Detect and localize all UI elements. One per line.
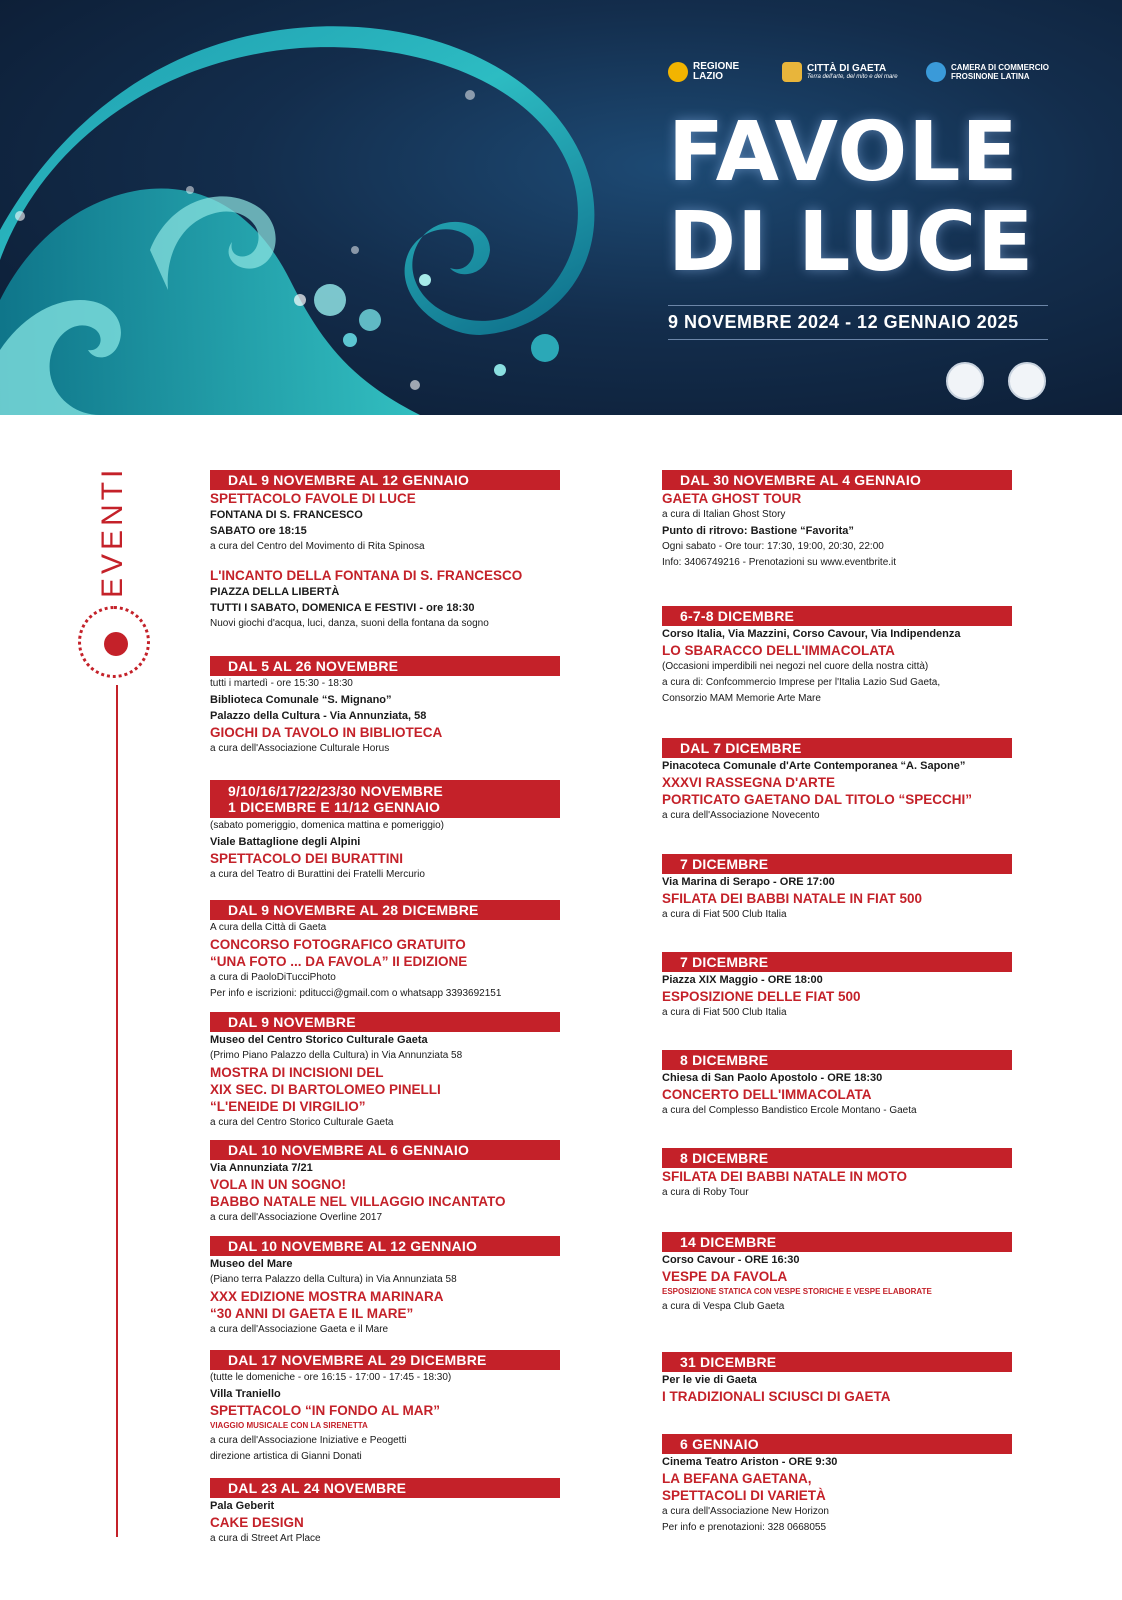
event-date-bar: DAL 30 NOVEMBRE AL 4 GENNAIO [662,470,1012,490]
event-location: Museo del Mare [210,1258,293,1270]
event-title: GAETA GHOST TOUR [662,491,802,506]
event-title: SFILATA DEI BABBI NATALE IN MOTO [662,1169,907,1184]
event-block [662,470,1012,571]
event-note: a cura del Centro Storico Culturale Gaeta [210,1117,394,1128]
event-block [210,1012,560,1131]
event-note: a cura di Fiat 500 Club Italia [662,1007,787,1018]
event-location: Biblioteca Comunale “S. Mignano” [210,694,392,706]
event-note: Consorzio MAM Memorie Arte Mare [662,693,821,704]
event-note: a cura di Italian Ghost Story [662,509,786,520]
event-location: Pala Geberit [210,1500,275,1512]
event-date-bar: 8 DICEMBRE [662,1050,1012,1070]
event-title: XXX EDIZIONE MOSTRA MARINARA [210,1289,444,1304]
event-date-bar: 14 DICEMBRE [662,1232,1012,1252]
event-location: Via Annunziata 7/21 [210,1162,313,1174]
wave-illustration-icon [0,0,700,415]
event-location: TUTTI I SABATO, DOMENICA E FESTIVI - ore 18:30 [210,602,475,614]
event-note: Per info e prenotazioni: 328 0668055 [662,1522,827,1533]
event-subtitle: VIAGGIO MUSICALE CON LA SIRENETTA [210,1421,368,1430]
event-title: “L'ENEIDE DI VIRGILIO” [210,1099,366,1114]
event-title: XIX SEC. DI BARTOLOMEO PINELLI [210,1082,441,1097]
event-date-bar: 31 DICEMBRE [662,1352,1012,1372]
event-date-bar: DAL 10 NOVEMBRE AL 12 GENNAIO [210,1236,560,1256]
event-note: (Occasioni imperdibili nei negozi nel cuore della nostra città) [662,661,929,672]
event-block [210,1478,560,1547]
event-location: Chiesa di San Paolo Apostolo - ORE 18:30 [662,1072,883,1084]
event-note: Info: 3406749216 - Prenotazioni su www.eventbrite.it [662,557,897,568]
event-title: ESPOSIZIONE DELLE FIAT 500 [662,989,861,1004]
event-note: a cura di Fiat 500 Club Italia [662,909,787,920]
event-title: SPETTACOLO “IN FONDO AL MAR” [210,1403,440,1418]
event-title: SPETTACOLI DI VARIETÀ [662,1488,826,1503]
event-location: Corso Cavour - ORE 16:30 [662,1254,800,1266]
event-block [210,900,560,1002]
event-date-bar: DAL 9 NOVEMBRE AL 28 DICEMBRE [210,900,560,920]
event-location: PIAZZA DELLA LIBERTÀ [210,586,340,598]
event-block [210,780,560,883]
event-note: tutti i martedì - ore 15:30 - 18:30 [210,678,353,689]
event-block [662,1050,1012,1119]
event-location: FONTANA DI S. FRANCESCO [210,509,363,521]
event-note: (sabato pomeriggio, domenica mattina e pomeriggio) [210,820,445,831]
event-note: a cura dell'Associazione Novecento [662,810,820,821]
event-title: “30 ANNI DI GAETA E IL MARE” [210,1306,414,1321]
event-date-bar: DAL 7 DICEMBRE [662,738,1012,758]
event-title: PORTICATO GAETANO DAL TITOLO “SPECCHI” [662,792,973,807]
event-block [662,1148,1012,1201]
event-title: BABBO NATALE NEL VILLAGGIO INCANTATO [210,1194,506,1209]
association-seal-icon [1008,362,1046,400]
event-date-bar: DAL 23 AL 24 NOVEMBRE [210,1478,560,1498]
event-title: MOSTRA DI INCISIONI DEL [210,1065,384,1080]
event-title: “UNA FOTO ... DA FAVOLA” II EDIZIONE [210,954,468,969]
event-block [662,1352,1012,1405]
event-location: Via Marina di Serapo - ORE 17:00 [662,876,835,888]
event-note: a cura dell'Associazione Overline 2017 [210,1212,383,1223]
event-title: SPETTACOLO DEI BURATTINI [210,851,403,866]
event-note: a cura di: Confcommercio Imprese per l'Italia Lazio Sud Gaeta, [662,677,941,688]
event-period: 9 NOVEMBRE 2024 - 12 GENNAIO 2025 [668,305,1048,340]
event-note: a cura del Centro del Movimento di Rita Spinosa [210,541,425,552]
event-note: (tutte le domeniche - ore 16:15 - 17:00 - 17:45 - 18:30) [210,1372,452,1383]
event-subtitle: ESPOSIZIONE STATICA CON VESPE STORICHE E VESPE ELABORATE [662,1287,932,1296]
event-note: a cura dell'Associazione Gaeta e il Mare [210,1324,389,1335]
camera-di-commercio-logo-icon [926,62,946,82]
event-note: a cura del Complesso Bandistico Ercole Montano - Gaeta [662,1105,917,1116]
event-date-bar: 6-7-8 DICEMBRE [662,606,1012,626]
event-note: Ogni sabato - Ore tour: 17:30, 19:00, 20:30, 22:00 [662,541,884,552]
timeline-line [116,685,118,1537]
event-location: Cinema Teatro Ariston - ORE 9:30 [662,1456,838,1468]
event-title: I TRADIZIONALI SCIUSCI DI GAETA [662,1389,891,1404]
event-note: a cura dell'Associazione New Horizon [662,1506,829,1517]
event-location: Per le vie di Gaeta [662,1374,757,1386]
event-block [662,952,1012,1021]
event-note: direzione artistica di Gianni Donati [210,1451,362,1462]
event-date-line: 9/10/16/17/22/23/30 NOVEMBRE [228,783,443,799]
event-location: Punto di ritrovo: Bastione “Favorita” [662,525,854,537]
event-date-bar: DAL 17 NOVEMBRE AL 29 DICEMBRE [210,1350,560,1370]
page-title: FAVOLE DI LUCE [668,105,1035,290]
sponsor-logos [668,62,1058,92]
event-block [662,606,1012,707]
event-location: SABATO ore 18:15 [210,525,307,537]
event-block [210,1140,560,1226]
event-note: a cura del Teatro di Burattini dei Fratelli Mercurio [210,869,425,880]
event-note: (Primo Piano Palazzo della Cultura) in Via Annunziata 58 [210,1050,463,1061]
event-title: CAKE DESIGN [210,1515,304,1530]
event-date-bar: 7 DICEMBRE [662,952,1012,972]
event-location: Villa Traniello [210,1388,281,1400]
event-title: XXXVI RASSEGNA D'ARTE [662,775,835,790]
event-note: A cura della Città di Gaeta [210,922,327,933]
event-note: Nuovi giochi d'acqua, luci, danza, suoni della fontana da sogno [210,618,489,629]
event-date-bar: 6 GENNAIO [662,1434,1012,1454]
event-note: a cura di Vespa Club Gaeta [662,1301,785,1312]
event-block [662,1434,1012,1536]
event-location: Corso Italia, Via Mazzini, Corso Cavour, Via Indipendenza [662,628,961,640]
event-date-line: 1 DICEMBRE E 11/12 GENNAIO [228,799,441,815]
event-note: a cura di PaoloDiTucciPhoto [210,972,336,983]
event-date-bar: DAL 10 NOVEMBRE AL 6 GENNAIO [210,1140,560,1160]
event-date-bar: DAL 9 NOVEMBRE [210,1012,560,1032]
event-location: Piazza XIX Maggio - ORE 18:00 [662,974,823,986]
event-location: Palazzo della Cultura - Via Annunziata, 58 [210,710,427,722]
event-title: LO SBARACCO DELL'IMMACOLATA [662,643,895,658]
event-note: Per info e iscrizioni: pditucci@gmail.com o whatsapp 3393692151 [210,988,502,999]
event-block [210,470,560,632]
event-note: a cura dell'Associazione Culturale Horus [210,743,390,754]
event-note: a cura dell'Associazione Iniziative e Peogetti [210,1435,407,1446]
citta-di-gaeta-crest-icon [782,62,802,82]
event-location: Museo del Centro Storico Culturale Gaeta [210,1034,428,1046]
regione-lazio-logo-icon [668,62,688,82]
event-location: Pinacoteca Comunale d'Arte Contemporanea “A. Sapone” [662,760,966,772]
event-date-bar: 8 DICEMBRE [662,1148,1012,1168]
event-note: a cura di Street Art Place [210,1533,321,1544]
event-block [662,1232,1012,1315]
citta-di-gaeta-logo: CITTÀ DI GAETA Terra dell'arte, del mito e del mare [782,62,898,82]
events-side-label: EVENTI [96,466,129,599]
event-block [210,656,560,757]
event-block [210,1236,560,1338]
event-title: VOLA IN UN SOGNO! [210,1177,347,1192]
event-date-bar: DAL 5 AL 26 NOVEMBRE [210,656,560,676]
timeline-dot-icon [104,632,128,656]
event-title: LA BEFANA GAETANA, [662,1471,812,1486]
event-title: L'INCANTO DELLA FONTANA DI S. FRANCESCO [210,568,523,583]
event-title: VESPE DA FAVOLA [662,1269,788,1284]
event-date-bar: DAL 9 NOVEMBRE AL 12 GENNAIO [210,470,560,490]
regione-lazio-logo: REGIONE LAZIO [668,62,739,82]
event-note: a cura di Roby Tour [662,1187,749,1198]
event-date-bar [210,780,560,818]
event-title: GIOCHI DA TAVOLO IN BIBLIOTECA [210,725,443,740]
event-block [662,854,1012,923]
event-title: SPETTACOLO FAVOLE DI LUCE [210,491,416,506]
event-title: SFILATA DEI BABBI NATALE IN FIAT 500 [662,891,923,906]
municipal-seal-icon [946,362,984,400]
spacer [210,555,560,567]
event-title: CONCORSO FOTOGRAFICO GRATUITO [210,937,466,952]
event-block [210,1350,560,1465]
camera-di-commercio-logo: CAMERA DI COMMERCIO FROSINONE LATINA [926,62,1049,82]
event-location: Viale Battaglione degli Alpini [210,836,361,848]
event-note: (Piano terra Palazzo della Cultura) in Via Annunziata 58 [210,1274,457,1285]
event-date-bar: 7 DICEMBRE [662,854,1012,874]
event-title: CONCERTO DELL'IMMACOLATA [662,1087,872,1102]
header-banner [0,0,1122,415]
event-block [662,738,1012,824]
